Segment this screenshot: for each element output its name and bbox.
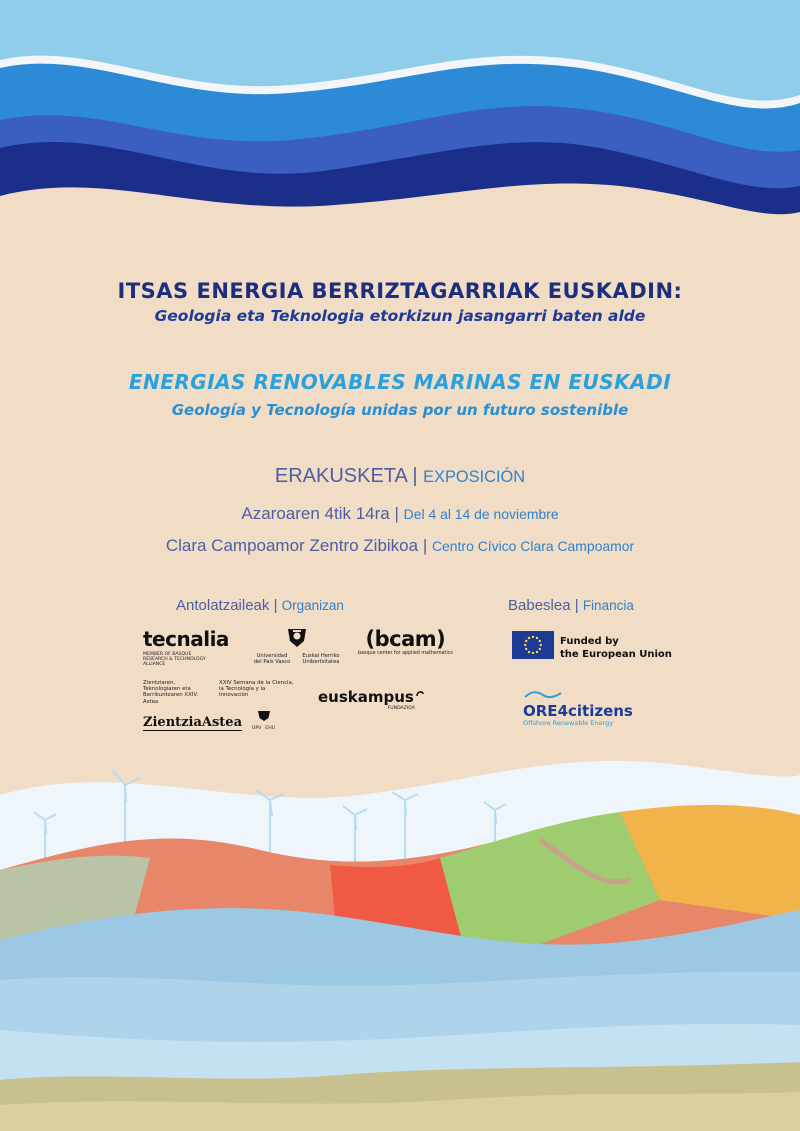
event-type bbox=[0, 465, 800, 488]
upv-ehu-emblem-icon bbox=[284, 627, 310, 649]
sponsor-label-es: Financia bbox=[582, 598, 634, 613]
sponsor-label bbox=[508, 597, 634, 614]
event-dates-es: Del 4 al 14 de noviembre bbox=[403, 506, 559, 522]
upv-short: UPV bbox=[252, 725, 262, 731]
upv-eu-text: Euskal Herriko Unibertsitatea bbox=[302, 653, 340, 665]
euskampus-swirl-icon bbox=[415, 688, 425, 698]
title-spanish: ENERGIAS RENOVABLES MARINAS EN EUSKADI bbox=[128, 370, 672, 394]
event-type-eu: ERAKUSKETA bbox=[274, 465, 407, 487]
event-place-es: Centro Cívico Clara Campoamor bbox=[431, 538, 635, 554]
zientzia-astea-logo bbox=[143, 680, 295, 731]
bcam-logo bbox=[358, 627, 453, 656]
event-dates-eu: Azaroaren 4tik 14ra bbox=[241, 504, 390, 523]
subtitle-spanish: Geología y Tecnología unidas por un futuro sostenible bbox=[171, 401, 629, 419]
ore-wave-icon bbox=[523, 691, 563, 699]
euskampus-sub: FUNDAZIOA bbox=[387, 706, 415, 711]
tecnalia-wordmark: tecnalia bbox=[143, 627, 229, 651]
upv-ehu-logo bbox=[252, 627, 342, 665]
event-place bbox=[0, 536, 800, 556]
eu-line-2: the European Union bbox=[560, 649, 672, 660]
upv-ehu-small-logo bbox=[252, 707, 275, 731]
top-waves bbox=[0, 0, 800, 240]
event-dates bbox=[0, 504, 800, 524]
separator: | bbox=[412, 465, 418, 487]
event-place-eu: Clara Campoamor Zentro Zibikoa bbox=[165, 536, 419, 555]
bottom-landscape bbox=[0, 740, 800, 1131]
upv-ehu-small-emblem-icon bbox=[256, 710, 272, 722]
organizers-label bbox=[176, 597, 344, 614]
separator: | bbox=[394, 504, 399, 523]
eu-flag-icon bbox=[512, 631, 554, 659]
bcam-name: bcam bbox=[374, 627, 437, 651]
separator: | bbox=[273, 597, 278, 614]
euskampus-logo bbox=[318, 688, 425, 711]
subtitle-basque: Geologia eta Teknologia etorkizun jasangarri baten alde bbox=[154, 307, 646, 325]
upv-es-text: Universidad del País Vasco bbox=[253, 653, 291, 665]
separator: | bbox=[574, 597, 579, 614]
bcam-tagline: basque center for applied mathematics bbox=[358, 651, 453, 656]
eu-funding-text bbox=[560, 635, 672, 661]
bcam-wordmark: (bcam) bbox=[365, 627, 446, 651]
organizers-label-eu: Antolatzaileak bbox=[176, 597, 270, 614]
eu-line-1: Funded by bbox=[560, 636, 619, 647]
sponsor-label-eu: Babeslea bbox=[508, 597, 571, 614]
euskampus-wordmark: euskampus bbox=[318, 688, 414, 706]
event-type-es: EXPOSICIÓN bbox=[423, 468, 526, 486]
ore-suffix: 4citizens bbox=[557, 702, 633, 720]
zientzia-text-es: XXIV Semana de la Ciencia, la Tecnología y la Innovación bbox=[219, 680, 294, 699]
ore-prefix: ORE bbox=[523, 702, 558, 720]
tecnalia-tagline: MEMBER OF BASQUE RESEARCH & TECHNOLOGY ALLIANCE bbox=[143, 652, 206, 667]
ore-tagline: Offshore Renewable Energy bbox=[523, 719, 614, 727]
organizers-label-es: Organizan bbox=[281, 598, 344, 613]
tecnalia-logo bbox=[143, 627, 229, 667]
zientzia-astea-wordmark: ZientziaAstea bbox=[143, 714, 243, 730]
separator: | bbox=[422, 536, 428, 555]
ore-wordmark bbox=[523, 703, 633, 719]
ore4citizens-logo bbox=[523, 684, 633, 727]
title-basque: ITSAS ENERGIA BERRIZTAGARRIAK EUSKADIN: bbox=[117, 279, 683, 303]
ehu-short: EHU bbox=[265, 725, 276, 731]
zientzia-text-eu: Zientziaren, Teknologiaren eta Berrikuntzaren XXIV. Astea bbox=[143, 680, 199, 705]
